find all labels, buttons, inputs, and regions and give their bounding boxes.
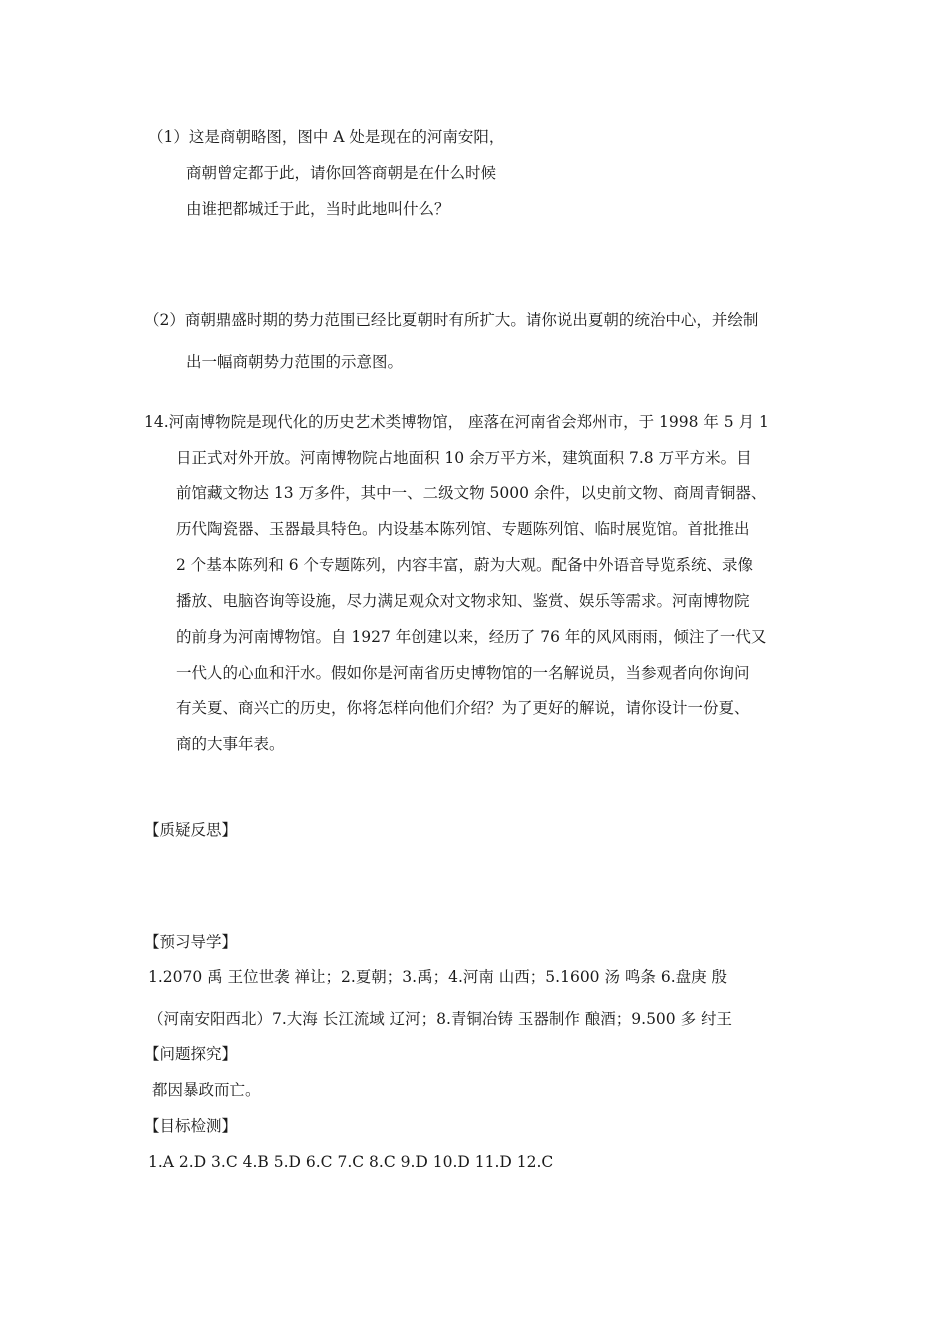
q14-line-9: 有关夏、商兴亡的历史，你将怎样向他们介绍？为了更好的解说，请你设计一份夏、 [176,699,750,717]
q14-line-5: 2 个基本陈列和 6 个专题陈列，内容丰富，蔚为大观。配备中外语音导览系统、录像 [176,556,754,574]
q14-line-8: 一代人的心血和汗水。假如你是河南省历史博物馆的一名解说员，当参观者向你询问 [176,664,750,682]
inquiry-answer: 都因暴政而亡。 [152,1081,261,1099]
q14-line-4: 历代陶瓷器、玉器最具特色。内设基本陈列馆、专题陈列馆、临时展览馆。首批推出 [176,520,750,538]
preview-answer-line-2: （河南安阳西北）7.大海 长江流域 辽河；8.青铜冶铸 玉器制作 酿酒；9.500 多 纣王 [148,1010,733,1028]
q13-sub1-line-3: 由谁把都城迁于此，当时此地叫什么？ [186,200,450,218]
preview-heading: 【预习导学】 [144,933,238,951]
preview-answer-line-1: 1.2070 禹 王位世袭 禅让；2.夏朝；3.禹；4.河南 山西；5.1600 汤 鸣条 6.盘庚 殷 [148,968,728,986]
q14-line-7: 的前身为河南博物馆。自 1927 年创建以来，经历了 76 年的风风雨雨，倾注了一代又 [176,628,767,646]
q13-sub2-line-2: 出一幅商朝势力范围的示意图。 [186,353,404,371]
q13-sub1-line-2: 商朝曾定都于此，请你回答商朝是在什么时候 [186,164,497,182]
q14-line-1: 14.河南博物院是现代化的历史艺术类博物馆， 座落在河南省会郑州市，于 1998 年 5 月 1 [144,413,769,431]
q14-line-10: 商的大事年表。 [176,735,285,753]
q14-line-3: 前馆藏文物达 13 万多件，其中一、二级文物 5000 余件，以史前文物、商周青铜器、 [176,484,767,502]
q13-sub2-line-1: （2）商朝鼎盛时期的势力范围已经比夏朝时有所扩大。请你说出夏朝的统治中心，并绘制 [144,311,759,329]
reflection-heading: 【质疑反思】 [144,821,238,839]
q13-sub1-line-1: （1）这是商朝略图，图中 A 处是现在的河南安阳， [148,128,505,146]
inquiry-heading: 【问题探究】 [144,1045,238,1063]
target-heading: 【目标检测】 [144,1117,238,1135]
target-answers: 1.A 2.D 3.C 4.B 5.D 6.C 7.C 8.C 9.D 10.D 11.D 12.C [148,1153,554,1171]
q14-line-6: 播放、电脑咨询等设施，尽力满足观众对文物求知、鉴赏、娱乐等需求。河南博物院 [176,592,750,610]
q14-line-2: 日正式对外开放。河南博物院占地面积 10 余万平方米，建筑面积 7.8 万平方米。目 [176,449,752,467]
